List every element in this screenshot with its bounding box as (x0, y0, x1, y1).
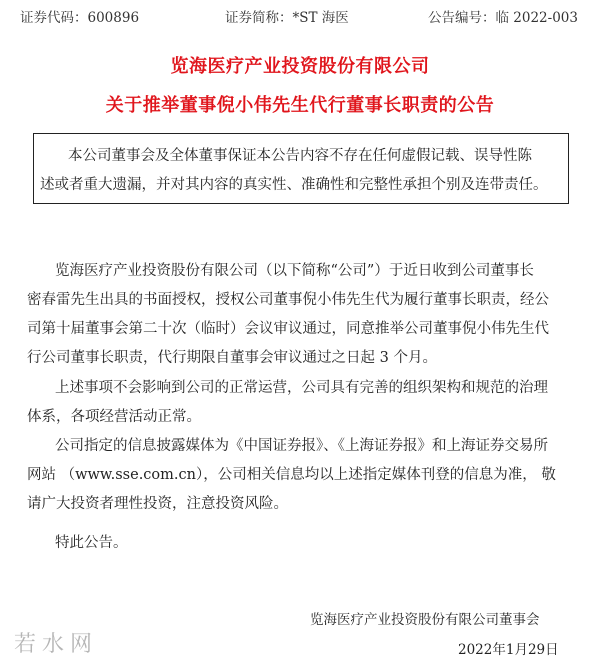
body-line: 体系，各项经营活动正常。 (27, 409, 201, 425)
body-line: 公司指定的信息披露媒体为《中国证券报》、《上海证券报》和上海证券交易所 (55, 438, 548, 454)
security-short-name: 证券简称：*ST 海医 (225, 10, 349, 26)
notice-subject: 关于推举董事倪小伟先生代行董事长职责的公告 (105, 95, 495, 116)
body-line: 上述事项不会影响到公司的正常运营，公司具有完善的组织架构和规范的治理 (55, 380, 548, 396)
body-line: 密春雷先生出具的书面授权，授权公司董事倪小伟先生代为履行董事长职责，经公 (27, 292, 549, 308)
body-line: 请广大投资者理性投资，注意投资风险。 (27, 496, 288, 512)
notice-number: 公告编号：临 2022-003 (428, 10, 578, 26)
body-line: 行公司董事长职责，代行期限自董事会审议通过之日起 3 个月。 (27, 350, 437, 366)
body-line: 览海医疗产业投资股份有限公司（以下简称“公司”）于近日收到公司董事长 (55, 263, 534, 279)
body-line: 司第十届董事会第二十次（临时）会议审议通过，同意推举公司董事倪小伟先生代 (27, 321, 549, 337)
security-code: 证券代码：600896 (20, 10, 140, 26)
signature-org: 览海医疗产业投资股份有限公司董事会 (310, 612, 540, 628)
watermark: 若水网 (14, 632, 99, 657)
statement-line: 述或者重大遗漏，并对其内容的真实性、准确性和完整性承担个别及连带责任。 (40, 177, 548, 193)
closing-line: 特此公告。 (55, 535, 128, 551)
statement-line: 本公司董事会及全体董事保证本公告内容不存在任何虚假记载、误导性陈 (68, 148, 532, 164)
company-title: 览海医疗产业投资股份有限公司 (170, 56, 430, 77)
body-line: 网站 （www.sse.com.cn），公司相关信息均以上述指定媒体刊登的信息为准， 敬 (27, 467, 556, 483)
signature-date: 2022年1月29日 (458, 642, 559, 658)
